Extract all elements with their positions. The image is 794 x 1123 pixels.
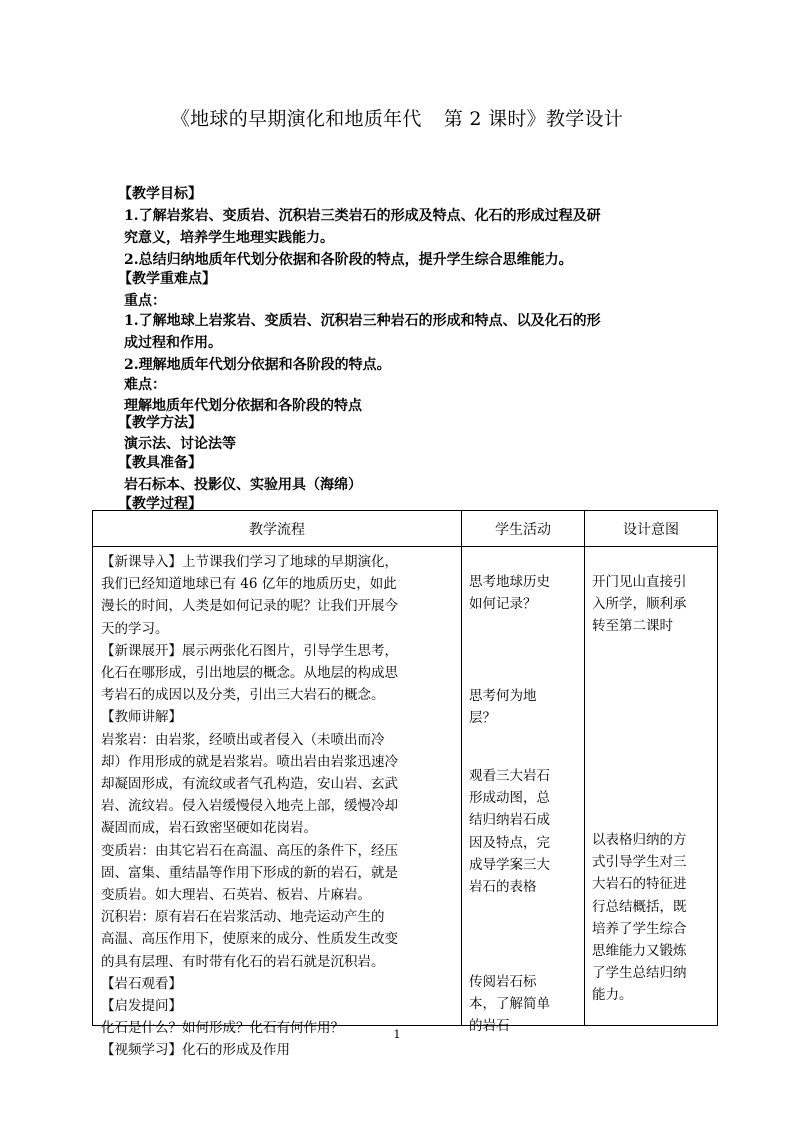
page-number: 1 <box>393 1028 401 1041</box>
objective-1-line-2: 究意义，培养学生地理实践能力。 <box>124 230 334 246</box>
activity-block-line: 思考地球历史 <box>469 574 550 590</box>
difficult-label: 难点： <box>124 377 166 393</box>
intent-block-line: 培养了学生综合 <box>592 920 687 937</box>
intent-block-line: 转至第二课时 <box>592 618 673 635</box>
flow-line: 凝固而成，岩石致密坚硬如花岗岩。 <box>101 820 317 837</box>
header-intent: 设计意图 <box>585 511 718 547</box>
activity-block-line: 如何记录？ <box>469 596 537 613</box>
header-flow: 教学流程 <box>93 511 462 547</box>
intent-block-line: 以表格归纳的方 <box>592 832 687 848</box>
flow-line: 高温、高压作用下，使原来的成分、性质发生改变 <box>101 931 398 948</box>
flow-line: 【视频学习】化石的形成及作用 <box>101 1042 290 1059</box>
flow-cell <box>93 547 462 1059</box>
activity-block-line: 传阅岩石标 <box>469 974 537 990</box>
intent-block-line: 入所学，顺利承 <box>592 596 687 613</box>
tools-heading: 【教具准备】 <box>118 455 202 471</box>
activity-block-line: 成导学案三大 <box>469 856 550 873</box>
activity-block-line: 思考何为地 <box>469 688 537 704</box>
intent-block-line: 开门见山直接引 <box>592 574 687 590</box>
flow-line: 【新课展开】展示两张化石图片，引导学生思考， <box>101 642 398 659</box>
intent-cell <box>585 547 718 1026</box>
intent-block-line: 行总结概括，既 <box>592 898 687 915</box>
intent-block <box>592 571 687 638</box>
difficult-text: 理解地质年代划分依据和各阶段的特点 <box>124 398 362 414</box>
activity-block-line: 结归纳岩石成 <box>469 812 550 829</box>
objective-1-line-1: 1.了解岩浆岩、变质岩、沉积岩三类岩石的形成及特点、化石的形成过程及研 <box>124 208 601 224</box>
table-header-row <box>93 511 718 547</box>
flow-line: 【教师讲解】 <box>101 709 182 726</box>
intent-block <box>592 829 687 1007</box>
flow-line: 固、富集、重结晶等作用下形成的新的岩石，就是 <box>101 864 398 881</box>
process-heading: 【教学过程】 <box>118 496 202 512</box>
keypoints-heading: 【教学重难点】 <box>118 271 216 287</box>
key-point-1-line-1: 1.了解地球上岩浆岩、变质岩、沉积岩三种岩石的形成和特点、以及化石的形 <box>124 313 601 329</box>
flow-line: 的具有层理、有时带有化石的岩石就是沉积岩。 <box>101 953 385 970</box>
flow-line: 【新课导入】上节课我们学习了地球的早期演化， <box>101 554 398 570</box>
header-activity: 学生活动 <box>462 511 585 547</box>
flow-line: 变质岩：由其它岩石在高温、高压的条件下，经压 <box>101 842 398 859</box>
flow-line: 却凝固形成，有流纹或者气孔构造，安山岩、玄武 <box>101 776 398 793</box>
activity-block <box>469 765 550 898</box>
intent-block-line: 思维能力又锻炼 <box>592 943 687 960</box>
teaching-process-table <box>92 510 718 1059</box>
flow-line: 化石是什么？如何形成？化石有何作用？ <box>101 1020 344 1037</box>
methods-text: 演示法、讨论法等 <box>124 436 236 452</box>
flow-line: 岩浆岩：由岩浆，经喷出或者侵入（未喷出而冷 <box>101 731 385 748</box>
objective-2: 2.总结归纳地质年代划分依据和各阶段的特点，提升学生综合思维能力。 <box>124 252 573 268</box>
activity-block-line: 的岩石 <box>469 1018 510 1035</box>
activity-block-line: 岩石的表格 <box>469 879 537 896</box>
flow-line: 岩、流纹岩。侵入岩缓慢侵入地壳上部，缓慢冷却 <box>101 798 398 815</box>
key-label: 重点： <box>124 293 166 309</box>
flow-line: 变质岩。如大理岩、石英岩、板岩、片麻岩。 <box>101 887 371 904</box>
intent-block-line: 式引导学生对三 <box>592 854 687 871</box>
activity-cell <box>462 547 585 1035</box>
intent-block-line: 能力。 <box>592 987 633 1004</box>
objectives-heading: 【教学目标】 <box>118 186 202 202</box>
flow-line: 考岩石的成因以及分类，引出三大岩石的概念。 <box>101 687 385 704</box>
flow-line: 【岩石观看】 <box>101 975 182 992</box>
activity-block <box>469 571 550 615</box>
activity-block-line: 本，了解简单 <box>469 996 550 1013</box>
activity-block-line: 层？ <box>469 710 496 727</box>
activity-block-line: 形成动图，总 <box>469 790 550 807</box>
intent-block-line: 大岩石的特征进 <box>592 876 687 893</box>
flow-line: 漫长的时间，人类是如何记录的呢？让我们开展今 <box>101 598 398 615</box>
flow-line: 沉积岩：原有岩石在岩浆活动、地壳运动产生的 <box>101 909 385 926</box>
table-row <box>93 547 718 1026</box>
flow-line: 化石在哪形成，引出地层的概念。从地层的构成思 <box>101 665 398 682</box>
tools-text: 岩石标本、投影仪、实验用具（海绵） <box>124 477 362 493</box>
page-title: 《地球的早期演化和地质年代 第 2 课时》教学设计 <box>170 108 624 130</box>
intent-block-line: 了学生总结归纳 <box>592 965 687 982</box>
activity-block <box>469 685 537 729</box>
flow-line: 却）作用形成的就是岩浆岩。喷出岩由岩浆迅速冷 <box>101 753 398 770</box>
flow-line: 天的学习。 <box>101 620 169 637</box>
flow-line: 我们已经知道地球已有 46 亿年的地质历史，如此 <box>101 576 397 593</box>
methods-heading: 【教学方法】 <box>118 415 202 431</box>
flow-line: 【启发提问】 <box>101 998 182 1015</box>
activity-block-line: 观看三大岩石 <box>469 768 550 784</box>
key-point-1-line-2: 成过程和作用。 <box>124 335 222 351</box>
activity-block-line: 因及特点，完 <box>469 834 550 851</box>
key-point-2: 2.理解地质年代划分依据和各阶段的特点。 <box>124 357 391 373</box>
